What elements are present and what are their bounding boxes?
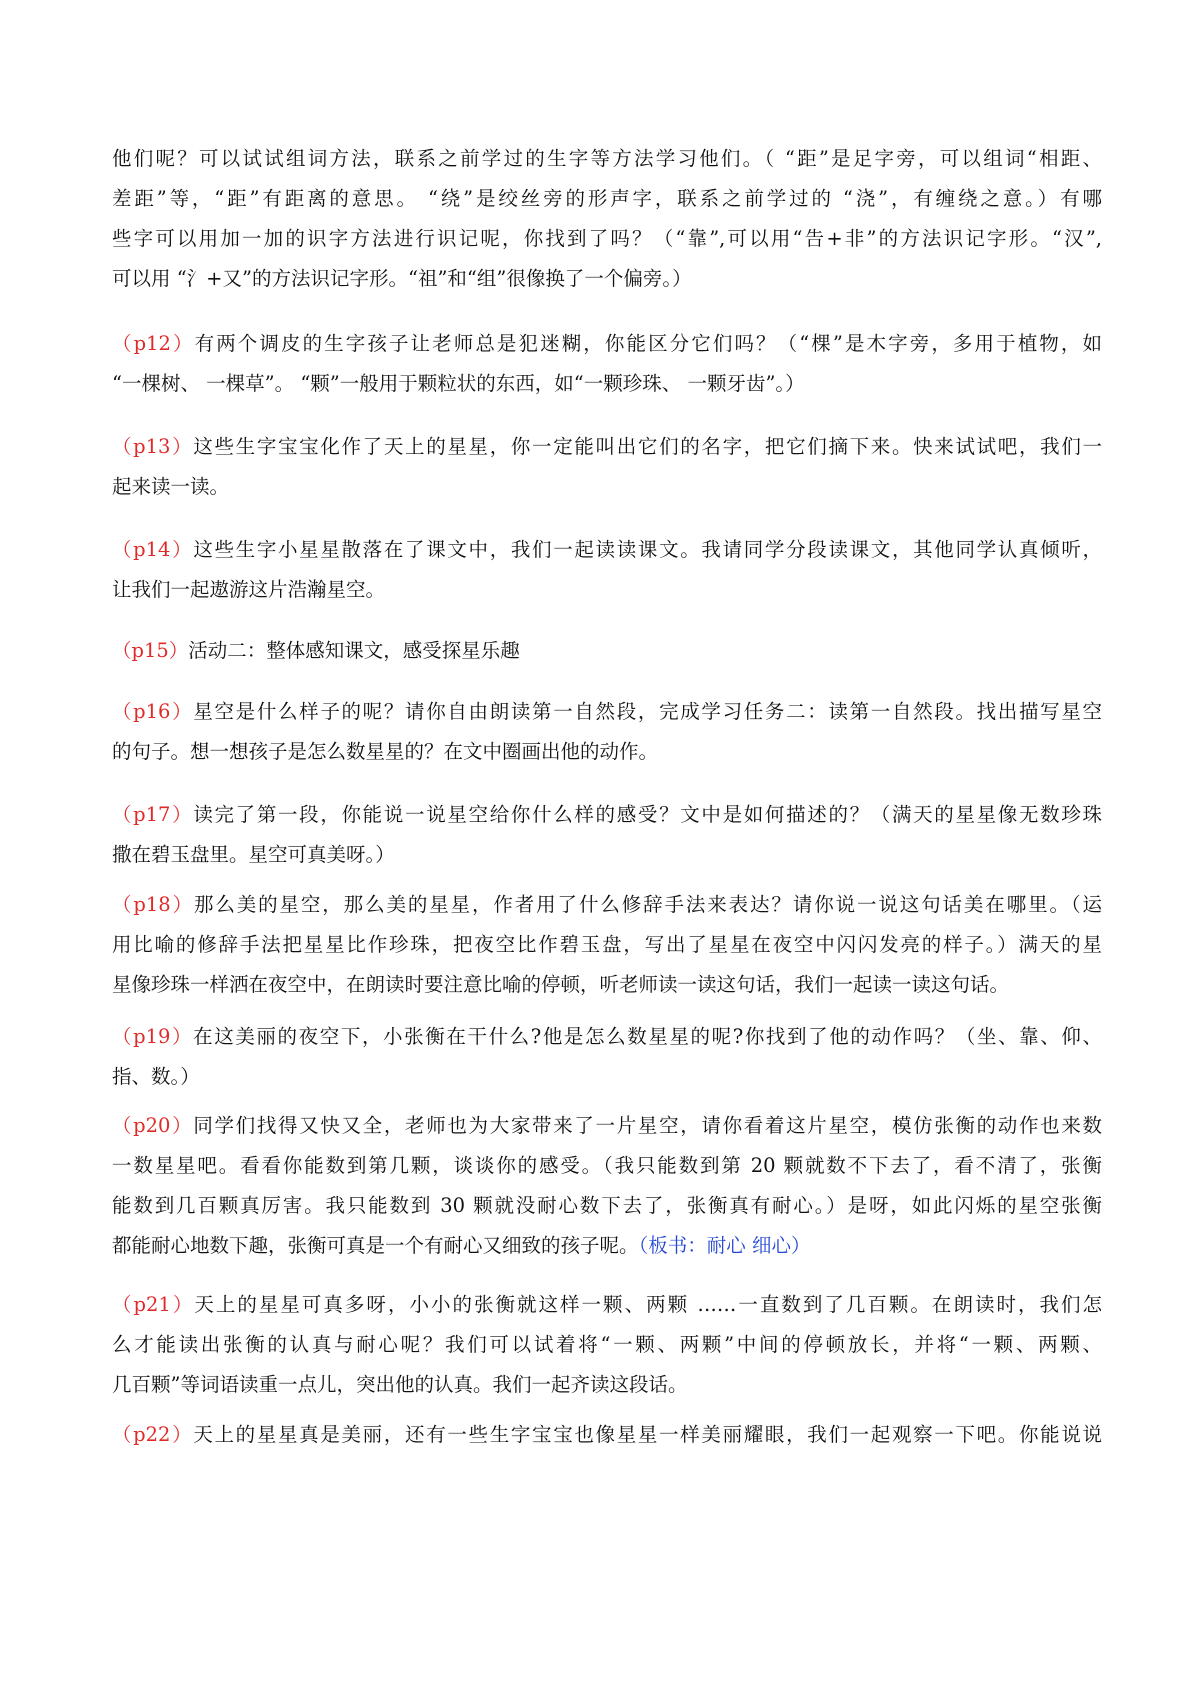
board-note: （板书：耐心 细心）	[638, 1234, 811, 1257]
paragraph-line: 一数星星吧。看看你能数到第几颗，谈谈你的感受。（我只能数到第 20 颗就数不下去了，看不清了，张衡	[112, 1154, 1102, 1177]
paragraph-line: （p14）这些生字小星星散落在了课文中，我们一起读读课文。我请同学分段读课文，其他同学认真倾听，	[112, 538, 1102, 561]
paragraph-line: 都能耐心地数下趣，张衡可真是一个有耐心又细致的孩子呢。（板书：耐心 细心）	[112, 1234, 811, 1257]
paragraph-line: 可以用 “氵+又”的方法识记字形。“祖”和“组”很像换了一个偏旁。）	[112, 267, 692, 290]
paragraph-line: （p16）星空是什么样子的呢？请你自由朗读第一自然段，完成学习任务二：读第一自然段。找出描写星空	[112, 700, 1102, 723]
page-ref-tag: （p15）	[112, 639, 189, 662]
paragraph-line: 能数到几百颗真厉害。我只能数到 30 颗就没耐心数下去了，张衡真有耐心。）是呀，如此闪烁的星空张衡	[112, 1194, 1102, 1217]
paragraph-line: 用比喻的修辞手法把星星比作珍珠，把夜空比作碧玉盘，写出了星星在夜空中闪闪发亮的样子。）满天的星	[112, 933, 1102, 956]
page-ref-tag: （p16）	[112, 700, 194, 723]
paragraph-line: “一棵树、 一棵草”。 “颗”一般用于颗粒状的东西，如“一颗珍珠、 一颗牙齿”。）	[112, 372, 805, 395]
page-ref-tag: （p20）	[112, 1114, 194, 1137]
page-ref-tag: （p13）	[112, 435, 194, 458]
page-ref-tag: （p17）	[112, 803, 194, 826]
paragraph-line: 的句子。想一想孩子是怎么数星星的？在文中圈画出他的动作。	[112, 740, 659, 763]
paragraph-line: （p18）那么美的星空，那么美的星星，作者用了什么修辞手法来表达？请你说一说这句话美在哪里。（运	[112, 893, 1102, 916]
page-ref-tag: （p21）	[112, 1293, 195, 1316]
paragraph-line: 让我们一起遨游这片浩瀚星空。	[112, 578, 386, 601]
paragraph-line: 些字可以用加一加的识字方法进行识记呢，你找到了吗？（“靠”,可以用“告+非”的方法识记字形。“汉”,	[112, 227, 1102, 250]
page-ref-tag: （p22）	[112, 1423, 194, 1446]
paragraph-line: （p22）天上的星星真是美丽，还有一些生字宝宝也像星星一样美丽耀眼，我们一起观察一下吧。你能说说	[112, 1423, 1102, 1446]
paragraph-line: （p21）天上的星星可真多呀，小小的张衡就这样一颗、两颗 ……一直数到了几百颗。在朗读时，我们怎	[112, 1293, 1102, 1316]
paragraph-line: （p13）这些生字宝宝化作了天上的星星，你一定能叫出它们的名字，把它们摘下来。快来试试吧，我们一	[112, 435, 1102, 458]
page-ref-tag: （p18）	[112, 893, 194, 916]
paragraph-line: 差距”等，“距”有距离的意思。 “绕”是绞丝旁的形声字，联系之前学过的 “浇”，有缠绕之意。）有哪	[112, 187, 1102, 210]
paragraph-line: 几百颗”等词语读重一点儿，突出他的认真。我们一起齐读这段话。	[112, 1373, 688, 1396]
paragraph-line: （p20）同学们找得又快又全，老师也为大家带来了一片星空，请你看着这片星空，模仿张衡的动作也来数	[112, 1114, 1102, 1137]
section-heading-line: （p15）活动二：整体感知课文，感受探星乐趣	[112, 639, 520, 662]
paragraph-line: （p12）有两个调皮的生字孩子让老师总是犯迷糊，你能区分它们吗？（“棵”是木字旁，多用于植物，如	[112, 332, 1102, 355]
paragraph-line: 他们呢？可以试试组词方法，联系之前学过的生字等方法学习他们。（ “距”是足字旁，可以组词“相距、	[112, 147, 1102, 170]
page-ref-tag: （p12）	[112, 332, 195, 355]
paragraph-line: （p19）在这美丽的夜空下，小张衡在干什么?他是怎么数星星的呢?你找到了他的动作吗？（坐、靠、仰、	[112, 1025, 1102, 1048]
paragraph-line: 指、数。）	[112, 1065, 200, 1088]
paragraph-line: （p17）读完了第一段，你能说一说星空给你什么样的感受？文中是如何描述的？（满天的星星像无数珍珠	[112, 803, 1102, 826]
page-ref-tag: （p14）	[112, 538, 194, 561]
paragraph-line: 起来读一读。	[112, 475, 230, 498]
paragraph-line: 么才能读出张衡的认真与耐心呢？我们可以试着将“一颗、两颗”中间的停顿放长，并将“一颗、两颗、	[112, 1333, 1102, 1356]
paragraph-line: 撒在碧玉盘里。星空可真美呀。）	[112, 843, 395, 866]
paragraph-line: 星像珍珠一样洒在夜空中，在朗读时要注意比喻的停顿，听老师读一读这句话，我们一起读一读这句话。	[112, 973, 1010, 996]
page-ref-tag: （p19）	[112, 1025, 194, 1048]
